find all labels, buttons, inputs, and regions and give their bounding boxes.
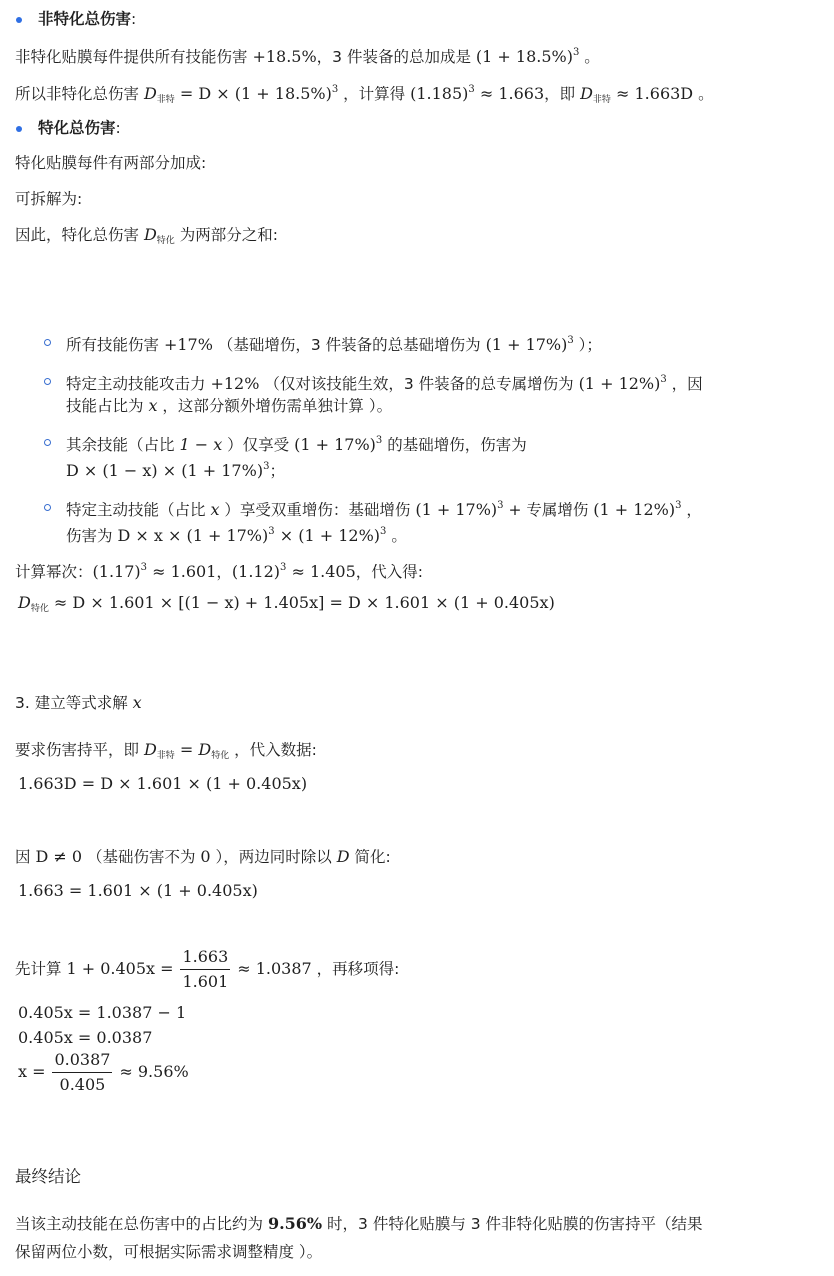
step3-equation-5: x = $\frac{0.0387}{0.405}$ ≈ 9.56%	[18, 1050, 189, 1094]
bullet-dot	[16, 17, 22, 23]
special-item-b-line2: 技能占比为 x ，这部分额外增伤需单独计算 ）。	[66, 396, 393, 415]
nonspecial-line2: 所以非特化总伤害 $D_{非特} = D \times (1 + 18.5\%)^3$ ，计算得 $(1.185)^3 \approx 1.663$，即 $D_{非特} \approx 1.663D$ 。	[15, 84, 714, 105]
special-item-a: 所有技能伤害 +17% （基础增伤，3 件装备的总基础增伤为 $(1 + 17\%)^3$ ）；	[66, 335, 602, 354]
step3-requirement: 要求伤害持平，即 $D_{非特} = D_{特化}$ ，代入数据:	[15, 740, 317, 761]
bullet-dot	[16, 126, 22, 132]
conclusion-line2: 保留两位小数，可根据实际需求调整精度 ）。	[15, 1243, 323, 1261]
special-item-c-line1: 其余技能（占比 1 − x ）仅享受 $(1 + 17\%)^3$ 的基础增伤，伤害为	[66, 435, 527, 454]
special-item-d-line1: 特定主动技能（占比 x ）享受双重增伤：基础增伤 $(1 + 17\%)^3$ + 专属增伤 $(1 + 12\%)^3$ ，	[66, 500, 702, 519]
nonspecial-line1: 非特化贴膜每件提供所有技能伤害 +18.5%，3 件装备的总加成是 $(1 + 18.5\%)^3$ 。	[15, 47, 600, 66]
nonspecial-heading: 非特化总伤害:	[38, 10, 137, 28]
special-item-b-line1: 特定主动技能攻击力 +12% （仅对该技能生效，3 件装备的总专属增伤为 $(1 + 12\%)^3$ ，因	[66, 374, 703, 393]
step3-equation-3: 0.405x = 1.0387 − 1	[18, 1003, 187, 1022]
sub-bullet-dot	[44, 439, 51, 446]
sub-bullet-dot	[44, 504, 51, 511]
fraction: $\frac{0.0387}{0.405}$	[54, 1050, 111, 1094]
step3-first-calc: 先计算 1 + 0.405x = $\frac{1.663}{1.601}$ ≈ 1.0387 ，再移项得:	[15, 947, 400, 991]
special-result: $D_{特化} \approx D \times 1.601 \times [(1 - x) + 1.405x] = D \times 1.601 \times (1 + 0.405x)$	[18, 593, 555, 614]
conclusion-value: 9.56%	[267, 1214, 323, 1233]
special-intro2: 可拆解为:	[15, 190, 83, 208]
step3-equation-2: 1.663 = 1.601 × (1 + 0.405x)	[18, 881, 258, 900]
special-intro3: 因此，特化总伤害 $D_{特化}$ 为两部分之和:	[15, 225, 278, 246]
special-item-c-line2: $D \times (1 - x) \times (1 + 17\%)^3$；	[66, 461, 285, 480]
nonspecial-label: 非特化总伤害	[38, 10, 132, 28]
sub-bullet-dot	[44, 339, 51, 346]
conclusion-line1: 当该主动技能在总伤害中的占比约为 9.56% 时，3 件特化贴膜与 3 件非特化贴膜的伤害持平（结果	[15, 1214, 703, 1233]
step3-equation-1: 1.663D = D × 1.601 × (1 + 0.405x)	[18, 774, 308, 793]
special-calc: 计算幂次：$(1.17)^3 \approx 1.601$，$(1.12)^3 \approx 1.405$，代入得:	[15, 562, 424, 581]
special-label: 特化总伤害	[38, 119, 116, 137]
special-intro1: 特化贴膜每件有两部分加成:	[15, 154, 207, 172]
fraction: $\frac{1.663}{1.601}$	[182, 947, 229, 991]
conclusion-heading: 最终结论	[15, 1167, 81, 1186]
step3-heading: 3. 建立等式求解 x	[15, 693, 142, 712]
special-item-d-line2: 伤害为 $D \times x \times (1 + 17\%)^3 \times (1 + 12\%)^3$ 。	[66, 526, 407, 545]
sub-bullet-dot	[44, 378, 51, 385]
step3-equation-4: 0.405x = 0.0387	[18, 1028, 153, 1047]
special-heading: 特化总伤害:	[38, 119, 121, 137]
step3-because: 因 D ≠ 0 （基础伤害不为 0 ），两边同时除以 D 简化:	[15, 847, 391, 866]
